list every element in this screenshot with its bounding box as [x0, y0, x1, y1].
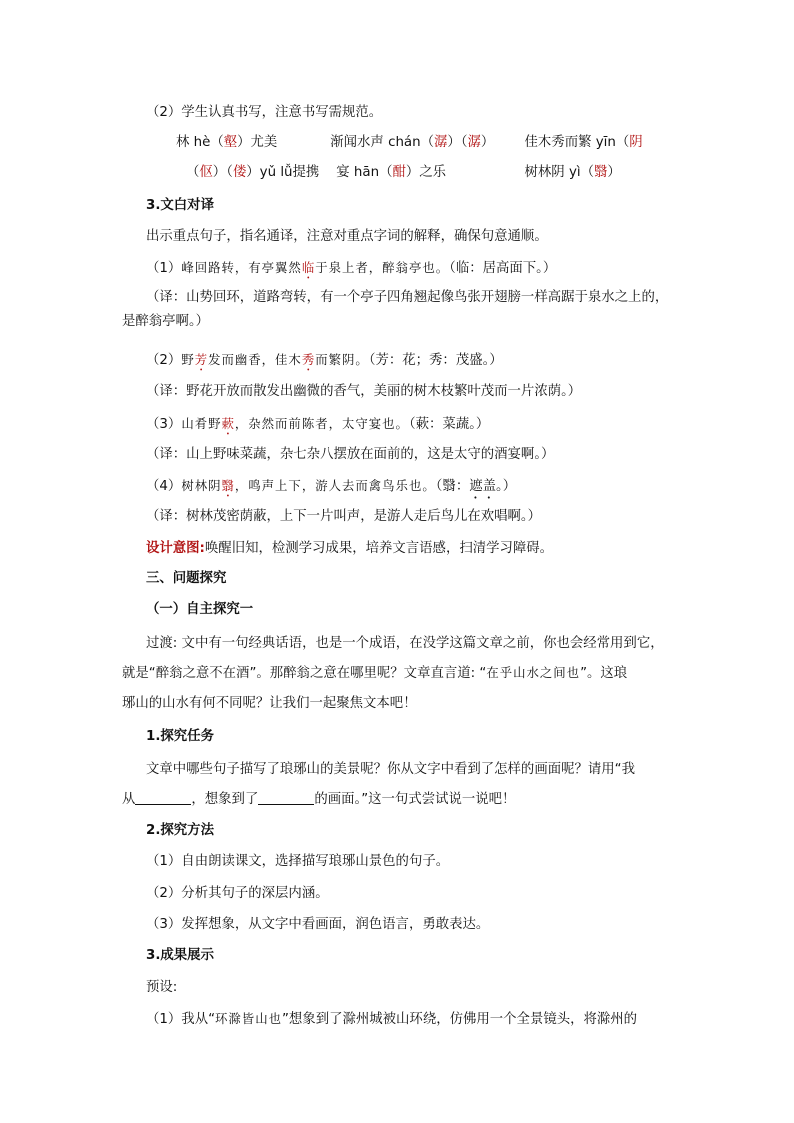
translation: （译：野花开放而散发出幽微的香气，美丽的树木枝繁叶茂而一片浓荫。） — [146, 384, 582, 399]
design-intent-label: 设计意图: — [146, 541, 205, 556]
word-item: 渐闻水声 chán（潺）（潺） — [330, 135, 495, 150]
word-item: （伛）（偻）yǔ lǚ提携 — [186, 165, 320, 180]
writing-heading: （2）学生认真书写，注意书写需规范。 — [146, 105, 383, 120]
transition-line-3: 琊山的山水有何不同呢？让我们一起聚焦文本吧！ — [122, 696, 417, 711]
preset-label: 预设: — [146, 980, 178, 995]
fill-blank — [135, 790, 191, 805]
result-item: （1）我从“环滁皆山也”想象到了滁州城被山环绕，仿佛用一个全景镜头，将滁州的 — [146, 1011, 638, 1027]
task-line-2: 从 ，想象到了 的画面。”这一句式尝试说一说吧！ — [122, 792, 516, 807]
subsection-title: （一）自主探究一 — [146, 602, 254, 617]
translation: （译：树林茂密荫蔽，上下一片叫声，是游人走后鸟儿在欢唱啊。） — [146, 509, 542, 524]
fill-blank — [258, 790, 314, 805]
translation: （译：山势回环，道路弯转，有一个亭子四角翘起像鸟张开翅膀一样高踞于泉水之上的，是醉翁亭啊。） — [122, 290, 669, 329]
sentence-item: （4）树林阴翳，鸣声上下，游人去而禽鸟乐也。（翳：遮盖。） — [146, 478, 517, 494]
word-item: 宴 hān（酣）之乐 — [336, 165, 447, 180]
transition-line-1: 过渡: 文中有一句经典话语，也是一个成语，在没学这篇文章之前，你也会经常用到它， — [146, 636, 664, 651]
method-item: （2）分析其句子的深层内涵。 — [146, 886, 329, 901]
sentence-item: （2）野芳发而幽香，佳木秀而繁阴。（芳：花；秀：茂盛。） — [146, 352, 503, 368]
result-title: 3.成果展示 — [146, 948, 214, 963]
word-item: 佳木秀而繁 yīn（阴 — [524, 135, 643, 150]
design-intent: 设计意图:唤醒旧知，检测学习成果，培养文言语感，扫清学习障碍。 — [146, 541, 554, 556]
sentence-item: （3）山肴野蔌，杂然而前陈者，太守宴也。（蔌：菜蔬。） — [146, 416, 490, 432]
method-item: （1）自由朗读课文，选择描写琅琊山景色的句子。 — [146, 854, 450, 869]
task-title: 1.探究任务 — [146, 729, 214, 744]
transition-line-2: 就是“醉翁之意不在酒”。那醉翁之意在哪里呢？文章直言道: “在乎山水之间也”。这琅 — [122, 665, 628, 681]
method-title: 2.探究方法 — [146, 823, 214, 838]
translation: （译：山上野味菜蔬，杂七杂八摆放在面前的，这是太守的酒宴啊。） — [146, 447, 555, 462]
sentence-item: （1）峰回路转，有亭翼然临于泉上者，醉翁亭也。（临：居高面下。） — [146, 260, 557, 276]
method-item: （3）发挥想象，从文字中看画面，润色语言，勇敢表达。 — [146, 917, 490, 932]
word-item: 林 hè（壑）尤美 — [176, 135, 278, 150]
writing-row-1 — [176, 133, 674, 153]
writing-row-2 — [186, 163, 674, 183]
section-title: 3.文白对译 — [146, 198, 214, 213]
word-item: 树林阴 yì（翳） — [524, 165, 621, 180]
section-intro: 出示重点句子，指名通译，注意对重点字词的解释，确保句意通顺。 — [146, 229, 548, 244]
task-line-1: 文章中哪些句子描写了琅琊山的美景呢？你从文字中看到了怎样的画面呢？请用“我 — [146, 762, 635, 777]
part-title: 三、问题探究 — [146, 571, 227, 586]
